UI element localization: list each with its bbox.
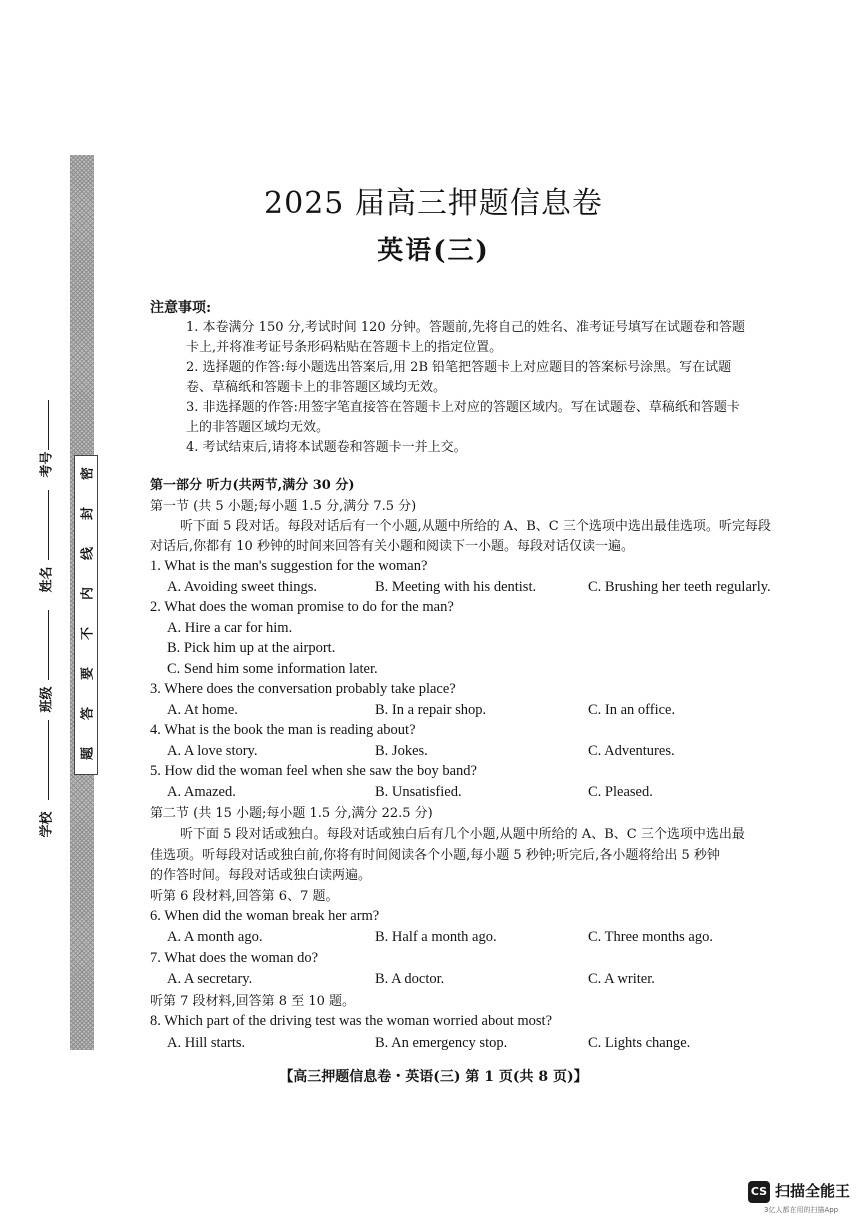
option-1a: A. Avoiding sweet things.	[167, 579, 317, 595]
option-4b: B. Jokes.	[375, 743, 428, 759]
section2-instructions: 的作答时间。每段对话或独白读两遍。	[150, 868, 372, 883]
question-3: 3. Where does the conversation probably take place?	[150, 681, 456, 697]
question-7: 7. What does the woman do?	[150, 950, 319, 966]
section1-instructions: 听下面 5 段对话。每段对话后有一个小题,从题中所给的 A、B、C 三个选项中选出最佳选项。听完每段	[180, 519, 771, 534]
seal-char: 不	[80, 627, 96, 641]
material-7-note: 听第 7 段材料,回答第 8 至 10 题。	[150, 994, 356, 1009]
option-5b: B. Unsatisfied.	[375, 784, 462, 800]
section2-instructions: 佳选项。听每段对话或独白前,你将有时间阅读各个小题,每小题 5 秒钟;听完后,各小题将给出 5 秒钟	[150, 848, 720, 863]
question-5: 5. How did the woman feel when she saw the boy band?	[150, 763, 477, 779]
field-name	[30, 460, 70, 593]
seal-char: 密	[80, 467, 96, 481]
option-7a: A. A secretary.	[167, 971, 253, 987]
field-school-label: 学校	[39, 811, 55, 838]
option-5c: C. Pleased.	[588, 784, 653, 800]
field-school	[30, 720, 70, 850]
option-4a: A. A love story.	[167, 743, 258, 759]
option-1b: B. Meeting with his dentist.	[375, 579, 537, 595]
option-7c: C. A writer.	[588, 971, 655, 987]
option-2c: C. Send him some information later.	[167, 661, 378, 677]
field-exam-number-label: 考号	[39, 451, 55, 478]
exam-subtitle: 英语(三)	[377, 236, 490, 266]
question-2: 2. What does the woman promise to do for the man?	[150, 599, 454, 615]
section2-heading: 第二节 (共 15 小题;每小题 1.5 分,满分 22.5 分)	[150, 806, 433, 821]
field-name-label: 姓名	[39, 566, 55, 593]
notice-item: 4. 考试结束后,请将本试题卷和答题卡一并上交。	[186, 440, 467, 455]
question-4: 4. What is the book the man is reading about?	[150, 722, 416, 738]
seal-char: 封	[80, 507, 96, 521]
option-8a: A. Hill starts.	[167, 1035, 246, 1051]
seal-char: 要	[80, 667, 96, 681]
section2-instructions: 听下面 5 段对话或独白。每段对话或独白后有几个小题,从题中所给的 A、B、C 三个选项中选出最	[180, 827, 745, 842]
camscanner-tagline: 3亿人都在用的扫描App	[764, 1206, 839, 1214]
option-2a: A. Hire a car for him.	[167, 620, 293, 636]
option-7b: B. A doctor.	[375, 971, 445, 987]
section1-heading: 第一节 (共 5 小题;每小题 1.5 分,满分 7.5 分)	[150, 499, 417, 514]
exam-title: 2025 届高三押题信息卷	[264, 186, 603, 221]
seal-char: 内	[80, 587, 96, 601]
field-class	[30, 590, 70, 720]
option-5a: A. Amazed.	[167, 784, 236, 800]
seal-char: 题	[80, 747, 96, 761]
notice-item: 上的非答题区域均无效。	[186, 420, 330, 435]
notice-item: 1. 本卷满分 150 分,考试时间 120 分钟。答题前,先将自己的姓名、准考证号填写在试题卷和答题	[186, 320, 745, 335]
option-6b: B. Half a month ago.	[375, 929, 497, 945]
question-1: 1. What is the man's suggestion for the woman?	[150, 558, 428, 574]
camscanner-logo-icon: CS	[748, 1181, 770, 1203]
seal-char: 答	[80, 707, 96, 721]
option-4c: C. Adventures.	[588, 743, 675, 759]
question-8: 8. Which part of the driving test was the woman worried about most?	[150, 1013, 553, 1029]
part1-heading: 第一部分 听力(共两节,满分 30 分)	[150, 478, 355, 493]
option-6c: C. Three months ago.	[588, 929, 713, 945]
option-2b: B. Pick him up at the airport.	[167, 640, 336, 656]
notice-item: 2. 选择题的作答:每小题选出答案后,用 2B 铅笔把答题卡上对应题目的答案标号涂黑。写在试题	[186, 360, 732, 375]
notice-item: 3. 非选择题的作答:用签字笔直接答在答题卡上对应的答题区域内。写在试题卷、草稿纸和答题卡	[186, 400, 740, 415]
seal-char: 线	[80, 547, 96, 561]
option-3a: A. At home.	[167, 702, 238, 718]
option-8c: C. Lights change.	[588, 1035, 691, 1051]
page-footer: 【高三押题信息卷・英语(三) 第 1 页(共 8 页)】	[279, 1069, 588, 1085]
field-class-label: 班级	[39, 686, 55, 713]
option-1c: C. Brushing her teeth regularly.	[588, 579, 771, 595]
notice-heading: 注意事项:	[150, 300, 212, 316]
option-6a: A. A month ago.	[167, 929, 263, 945]
material-6-note: 听第 6 段材料,回答第 6、7 题。	[150, 889, 339, 904]
option-3b: B. In a repair shop.	[375, 702, 487, 718]
seal-line-box	[74, 455, 98, 775]
section1-instructions: 对话后,你都有 10 秒钟的时间来回答有关小题和阅读下一小题。每段对话仅读一遍。	[150, 539, 634, 554]
option-3c: C. In an office.	[588, 702, 676, 718]
option-8b: B. An emergency stop.	[375, 1035, 508, 1051]
notice-item: 卷、草稿纸和答题卡上的非答题区域均无效。	[186, 380, 447, 395]
notice-item: 卡上,并将准考证号条形码粘贴在答题卡上的指定位置。	[186, 340, 503, 355]
camscanner-name: 扫描全能王	[775, 1182, 851, 1200]
field-exam-number	[30, 340, 70, 478]
question-6: 6. When did the woman break her arm?	[150, 908, 380, 924]
